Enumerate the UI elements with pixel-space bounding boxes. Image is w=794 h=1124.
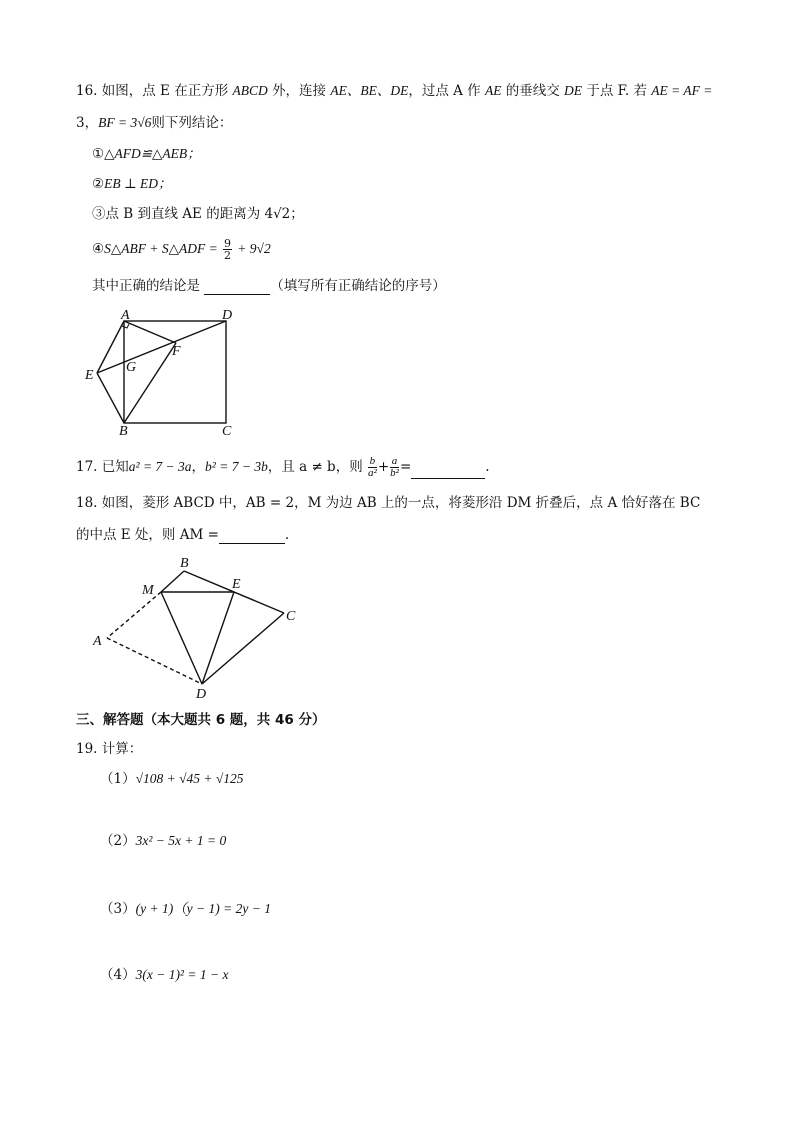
- fraction-denominator: a²: [368, 467, 377, 479]
- part-expression: (y + 1)（y − 1) = 2y − 1: [135, 901, 271, 916]
- statement-text: △AFD≌△AEB；: [104, 146, 201, 161]
- q16-text: 于点 F. 若: [582, 83, 652, 99]
- q19-part-4: [100, 966, 228, 984]
- q16-text: 外，连接: [267, 83, 331, 99]
- q18-line2: [76, 526, 289, 544]
- fraction-numerator: b: [369, 455, 376, 467]
- segment-ad-dashed: [107, 638, 202, 684]
- q16-statement-4: [92, 238, 271, 261]
- label-B: B: [180, 556, 189, 571]
- part-number: （2）: [100, 833, 136, 849]
- label-C: C: [222, 424, 232, 439]
- label-M: M: [142, 583, 154, 598]
- q17-text: ，且 a ≠ b，则: [267, 459, 363, 475]
- q16-text: ，过点 A 作: [408, 83, 485, 99]
- part-expression: 3x² − 5x + 1 = 0: [135, 833, 227, 848]
- segment-md: [161, 592, 202, 684]
- q16-statement-1: [92, 145, 201, 163]
- statement-number: ③: [92, 206, 106, 222]
- statement-number: ②: [92, 176, 105, 192]
- q19-part-3: [100, 900, 271, 918]
- statement-text: + 9√2: [237, 241, 271, 256]
- q16-square-name: ABCD: [232, 83, 268, 98]
- q16-text: 则下列结论：: [151, 115, 233, 131]
- q16-ask-text: 其中正确的结论是: [92, 278, 205, 294]
- part-number: （3）: [100, 901, 136, 917]
- q16-text: 3，: [76, 115, 99, 131]
- segment-bf: [124, 343, 176, 423]
- label-D: D: [222, 308, 233, 323]
- label-G: G: [126, 360, 137, 375]
- q17-line: [76, 456, 490, 479]
- q16-ask-text: （填写所有正确结论的序号）: [270, 278, 446, 294]
- label-B: B: [119, 424, 128, 439]
- label-D: D: [196, 687, 207, 702]
- fraction: [223, 238, 232, 261]
- part-expression: 3(x − 1)² = 1 − x: [135, 967, 229, 982]
- section-heading: 三、解答题（本大题共 6 题，共 46 分）: [76, 712, 326, 728]
- right-angle-mark: [122, 324, 129, 328]
- label-A: A: [121, 308, 130, 323]
- label-C: C: [286, 609, 296, 624]
- q16-ae: AE: [484, 83, 502, 98]
- q17-text: ，: [191, 459, 206, 475]
- part-number: （1）: [100, 771, 136, 787]
- q16-statement-3: [92, 205, 304, 223]
- q16-line1: [76, 82, 712, 100]
- answer-blank[interactable]: [204, 294, 270, 295]
- q18-figure: [90, 550, 310, 700]
- q16-text: 16. 如图，点 E 在正方形: [76, 83, 233, 99]
- q17-equation-2: b² = 7 − 3b: [205, 459, 268, 474]
- q16-statement-2: [92, 175, 172, 193]
- q16-bf: BF = 3√6: [98, 115, 152, 130]
- square-abcd: [124, 321, 226, 423]
- segment-ae: [97, 321, 124, 373]
- statement-text: EB ⊥ ED；: [104, 176, 172, 191]
- q18-text: 18. 如图，菱形 ABCD 中，AB = 2，M 为边 AB 上的一点，将菱形沿 DM 折叠后，点 A 恰好落在 BC: [76, 495, 701, 511]
- statement-text: 点 B 到直线 AE 的距离为 4√2；: [105, 206, 304, 222]
- q16-ask: [92, 277, 446, 295]
- statement-number: ④: [92, 241, 105, 257]
- period: .: [284, 527, 290, 543]
- equals-sign: =: [399, 459, 412, 475]
- q16-condition: AE = AF =: [651, 83, 713, 98]
- q17-text: 17. 已知: [76, 459, 129, 475]
- label-E: E: [85, 368, 94, 383]
- q16-segments: AE、BE、DE: [330, 83, 409, 98]
- q16-figure: [85, 305, 245, 439]
- segment-mb: [161, 571, 184, 592]
- q19-part-1: [100, 770, 244, 788]
- plus-sign: +: [377, 459, 390, 475]
- answer-blank[interactable]: [219, 543, 285, 544]
- q17-equation-1: a² = 7 − 3a: [128, 459, 192, 474]
- fraction-numerator: a: [391, 455, 398, 467]
- segment-am-dashed: [107, 592, 161, 638]
- part-expression: √108 + √45 + √125: [135, 771, 244, 786]
- q19-part-2: [100, 832, 226, 850]
- q16-de: DE: [564, 83, 583, 98]
- fraction-denominator: 2: [224, 249, 231, 262]
- period: .: [485, 459, 490, 475]
- fraction: [368, 456, 377, 479]
- fraction-denominator: b²: [390, 467, 399, 479]
- q18-text: 的中点 E 处，则 AM =: [76, 527, 219, 543]
- q19-title: 19. 计算：: [76, 741, 143, 757]
- label-E: E: [232, 577, 241, 592]
- statement-text: S△ABF + S△ADF =: [104, 241, 218, 256]
- fraction: [390, 456, 399, 479]
- q16-line2: [76, 114, 232, 132]
- fraction-numerator: 9: [224, 237, 231, 250]
- q16-text: 的垂线交: [501, 83, 565, 99]
- statement-number: ①: [92, 146, 105, 162]
- answer-blank[interactable]: [411, 478, 485, 479]
- label-A: A: [93, 634, 102, 649]
- label-F: F: [172, 344, 181, 359]
- segment-af: [124, 321, 176, 343]
- part-number: （4）: [100, 967, 136, 983]
- segment-eb: [97, 373, 124, 423]
- q18-line1: [76, 494, 700, 512]
